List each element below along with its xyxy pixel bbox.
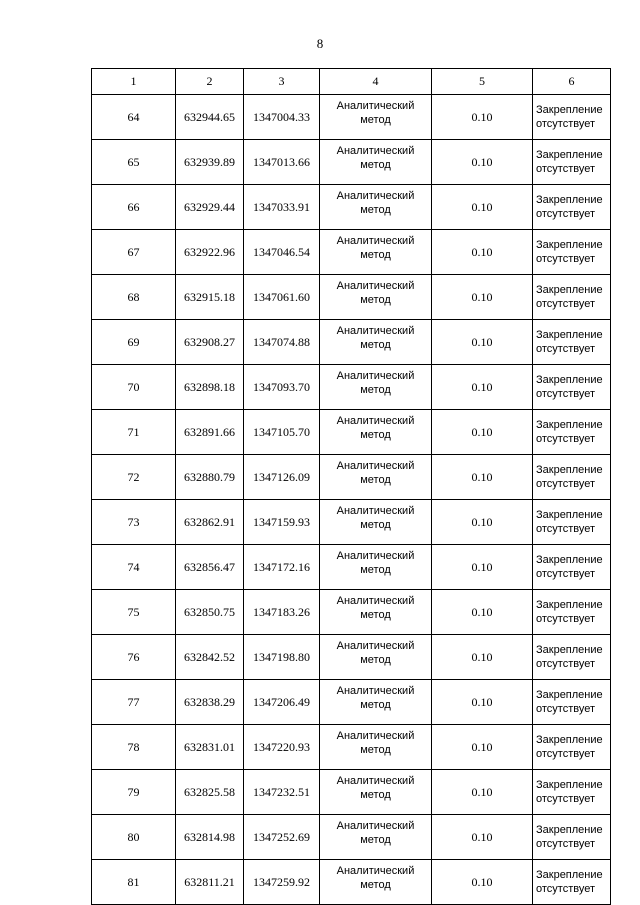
method-text-line: Аналитический [336, 100, 415, 112]
x-coordinate-cell: 632842.52 [176, 635, 244, 680]
method-text-line: Аналитический [336, 370, 415, 382]
method-text-line: Аналитический [336, 325, 415, 337]
y-coordinate-cell: 1347093.70 [244, 365, 320, 410]
fixing-text-line: отсутствует [536, 118, 596, 130]
method-cell [320, 680, 432, 725]
method-text-line: метод [360, 744, 391, 756]
x-coordinate-cell: 632898.18 [176, 365, 244, 410]
method-text-line: метод [360, 204, 391, 216]
method-text-line: Аналитический [336, 820, 415, 832]
method-cell [320, 140, 432, 185]
table-header-row [92, 69, 611, 95]
table-row [92, 500, 611, 545]
method-text-line: метод [360, 789, 391, 801]
fixing-text-line: Закрепление [536, 509, 603, 521]
table-row [92, 185, 611, 230]
method-text-line: Аналитический [336, 505, 415, 517]
table-row [92, 365, 611, 410]
fixing-text-line: Закрепление [536, 149, 603, 161]
precision-cell: 0.10 [432, 95, 533, 140]
method-text-line: Аналитический [336, 145, 415, 157]
point-number-cell: 70 [92, 365, 176, 410]
method-cell [320, 500, 432, 545]
fixing-cell [533, 500, 611, 545]
x-coordinate-cell: 632838.29 [176, 680, 244, 725]
y-coordinate-cell: 1347046.54 [244, 230, 320, 275]
method-text-line: метод [360, 249, 391, 261]
column-header-2: 2 [176, 69, 244, 95]
table-row [92, 545, 611, 590]
method-text-line: метод [360, 519, 391, 531]
fixing-text-line: Закрепление [536, 689, 603, 701]
x-coordinate-cell: 632811.21 [176, 860, 244, 905]
x-coordinate-cell: 632944.65 [176, 95, 244, 140]
method-cell [320, 815, 432, 860]
fixing-cell [533, 230, 611, 275]
y-coordinate-cell: 1347172.16 [244, 545, 320, 590]
fixing-cell [533, 725, 611, 770]
fixing-cell [533, 95, 611, 140]
method-cell [320, 95, 432, 140]
x-coordinate-cell: 632880.79 [176, 455, 244, 500]
method-text-line: метод [360, 564, 391, 576]
column-header-6: 6 [533, 69, 611, 95]
fixing-text-line: отсутствует [536, 478, 596, 490]
fixing-cell [533, 275, 611, 320]
method-cell [320, 545, 432, 590]
y-coordinate-cell: 1347159.93 [244, 500, 320, 545]
method-cell [320, 860, 432, 905]
method-text-line: метод [360, 834, 391, 846]
coordinates-table [91, 68, 611, 905]
table-row [92, 770, 611, 815]
fixing-text-line: Закрепление [536, 329, 603, 341]
method-text-line: Аналитический [336, 550, 415, 562]
table-row [92, 860, 611, 905]
fixing-text-line: отсутствует [536, 883, 596, 895]
fixing-text-line: отсутствует [536, 433, 596, 445]
fixing-text-line: отсутствует [536, 703, 596, 715]
page-number: 8 [316, 36, 324, 51]
x-coordinate-cell: 632814.98 [176, 815, 244, 860]
table-row [92, 95, 611, 140]
method-text-line: метод [360, 654, 391, 666]
x-coordinate-cell: 632831.01 [176, 725, 244, 770]
y-coordinate-cell: 1347259.92 [244, 860, 320, 905]
method-text-line: Аналитический [336, 280, 415, 292]
precision-cell: 0.10 [432, 590, 533, 635]
point-number-cell: 68 [92, 275, 176, 320]
fixing-text-line: отсутствует [536, 748, 596, 760]
method-text-line: Аналитический [336, 730, 415, 742]
precision-cell: 0.10 [432, 365, 533, 410]
fixing-cell [533, 320, 611, 365]
fixing-text-line: отсутствует [536, 298, 596, 310]
fixing-text-line: Закрепление [536, 419, 603, 431]
point-number-cell: 72 [92, 455, 176, 500]
fixing-text-line: Закрепление [536, 779, 603, 791]
fixing-text-line: Закрепление [536, 599, 603, 611]
method-cell [320, 770, 432, 815]
method-cell [320, 410, 432, 455]
point-number-cell: 69 [92, 320, 176, 365]
point-number-cell: 81 [92, 860, 176, 905]
precision-cell: 0.10 [432, 860, 533, 905]
precision-cell: 0.10 [432, 320, 533, 365]
point-number-cell: 78 [92, 725, 176, 770]
table-row [92, 275, 611, 320]
table-row [92, 725, 611, 770]
table-row [92, 140, 611, 185]
method-text-line: Аналитический [336, 685, 415, 697]
table-row [92, 680, 611, 725]
y-coordinate-cell: 1347126.09 [244, 455, 320, 500]
y-coordinate-cell: 1347105.70 [244, 410, 320, 455]
fixing-cell [533, 680, 611, 725]
method-cell [320, 725, 432, 770]
fixing-text-line: Закрепление [536, 104, 603, 116]
precision-cell: 0.10 [432, 410, 533, 455]
method-text-line: метод [360, 699, 391, 711]
column-header-4: 4 [320, 69, 432, 95]
point-number-cell: 75 [92, 590, 176, 635]
fixing-cell [533, 770, 611, 815]
x-coordinate-cell: 632850.75 [176, 590, 244, 635]
point-number-cell: 67 [92, 230, 176, 275]
x-coordinate-cell: 632862.91 [176, 500, 244, 545]
method-text-line: Аналитический [336, 235, 415, 247]
table-row [92, 410, 611, 455]
precision-cell: 0.10 [432, 635, 533, 680]
fixing-cell [533, 860, 611, 905]
method-text-line: метод [360, 474, 391, 486]
method-text-line: Аналитический [336, 865, 415, 877]
y-coordinate-cell: 1347033.91 [244, 185, 320, 230]
y-coordinate-cell: 1347074.88 [244, 320, 320, 365]
table-row [92, 230, 611, 275]
precision-cell: 0.10 [432, 275, 533, 320]
y-coordinate-cell: 1347198.80 [244, 635, 320, 680]
point-number-cell: 77 [92, 680, 176, 725]
fixing-cell [533, 590, 611, 635]
fixing-text-line: Закрепление [536, 869, 603, 881]
method-cell [320, 635, 432, 680]
method-text-line: Аналитический [336, 640, 415, 652]
fixing-text-line: Закрепление [536, 824, 603, 836]
fixing-text-line: Закрепление [536, 239, 603, 251]
precision-cell: 0.10 [432, 725, 533, 770]
table-row [92, 635, 611, 680]
method-text-line: метод [360, 114, 391, 126]
y-coordinate-cell: 1347206.49 [244, 680, 320, 725]
table-row [92, 455, 611, 500]
fixing-cell [533, 140, 611, 185]
y-coordinate-cell: 1347183.26 [244, 590, 320, 635]
fixing-text-line: Закрепление [536, 194, 603, 206]
fixing-text-line: отсутствует [536, 388, 596, 400]
table-row [92, 590, 611, 635]
method-text-line: Аналитический [336, 775, 415, 787]
method-cell [320, 365, 432, 410]
method-text-line: Аналитический [336, 595, 415, 607]
fixing-cell [533, 365, 611, 410]
method-cell [320, 455, 432, 500]
fixing-text-line: Закрепление [536, 464, 603, 476]
fixing-text-line: отсутствует [536, 208, 596, 220]
y-coordinate-cell: 1347220.93 [244, 725, 320, 770]
method-text-line: метод [360, 294, 391, 306]
precision-cell: 0.10 [432, 500, 533, 545]
x-coordinate-cell: 632922.96 [176, 230, 244, 275]
method-text-line: Аналитический [336, 415, 415, 427]
fixing-text-line: отсутствует [536, 253, 596, 265]
y-coordinate-cell: 1347004.33 [244, 95, 320, 140]
point-number-cell: 66 [92, 185, 176, 230]
point-number-cell: 74 [92, 545, 176, 590]
fixing-cell [533, 455, 611, 500]
table-body [92, 95, 611, 905]
method-text-line: метод [360, 609, 391, 621]
point-number-cell: 64 [92, 95, 176, 140]
fixing-text-line: Закрепление [536, 554, 603, 566]
table-row [92, 815, 611, 860]
x-coordinate-cell: 632856.47 [176, 545, 244, 590]
fixing-text-line: Закрепление [536, 284, 603, 296]
x-coordinate-cell: 632939.89 [176, 140, 244, 185]
precision-cell: 0.10 [432, 455, 533, 500]
fixing-text-line: отсутствует [536, 658, 596, 670]
fixing-text-line: Закрепление [536, 374, 603, 386]
y-coordinate-cell: 1347252.69 [244, 815, 320, 860]
point-number-cell: 76 [92, 635, 176, 680]
fixing-text-line: отсутствует [536, 568, 596, 580]
precision-cell: 0.10 [432, 680, 533, 725]
point-number-cell: 73 [92, 500, 176, 545]
method-text-line: метод [360, 159, 391, 171]
fixing-cell [533, 815, 611, 860]
fixing-text-line: отсутствует [536, 523, 596, 535]
fixing-text-line: отсутствует [536, 838, 596, 850]
fixing-text-line: отсутствует [536, 163, 596, 175]
fixing-text-line: отсутствует [536, 793, 596, 805]
method-text-line: Аналитический [336, 460, 415, 472]
precision-cell: 0.10 [432, 140, 533, 185]
method-cell [320, 275, 432, 320]
method-cell [320, 320, 432, 365]
fixing-text-line: отсутствует [536, 613, 596, 625]
point-number-cell: 71 [92, 410, 176, 455]
point-number-cell: 80 [92, 815, 176, 860]
method-text-line: метод [360, 429, 391, 441]
precision-cell: 0.10 [432, 770, 533, 815]
fixing-text-line: Закрепление [536, 734, 603, 746]
x-coordinate-cell: 632908.27 [176, 320, 244, 365]
column-header-3: 3 [244, 69, 320, 95]
fixing-cell [533, 410, 611, 455]
method-cell [320, 185, 432, 230]
fixing-text-line: Закрепление [536, 644, 603, 656]
point-number-cell: 79 [92, 770, 176, 815]
fixing-text-line: отсутствует [536, 343, 596, 355]
y-coordinate-cell: 1347232.51 [244, 770, 320, 815]
fixing-cell [533, 635, 611, 680]
fixing-cell [533, 545, 611, 590]
x-coordinate-cell: 632891.66 [176, 410, 244, 455]
precision-cell: 0.10 [432, 815, 533, 860]
y-coordinate-cell: 1347013.66 [244, 140, 320, 185]
x-coordinate-cell: 632825.58 [176, 770, 244, 815]
column-header-1: 1 [92, 69, 176, 95]
column-header-5: 5 [432, 69, 533, 95]
point-number-cell: 65 [92, 140, 176, 185]
method-text-line: метод [360, 879, 391, 891]
precision-cell: 0.10 [432, 185, 533, 230]
precision-cell: 0.10 [432, 545, 533, 590]
x-coordinate-cell: 632929.44 [176, 185, 244, 230]
method-cell [320, 230, 432, 275]
method-text-line: метод [360, 384, 391, 396]
precision-cell: 0.10 [432, 230, 533, 275]
fixing-cell [533, 185, 611, 230]
y-coordinate-cell: 1347061.60 [244, 275, 320, 320]
table-row [92, 320, 611, 365]
method-cell [320, 590, 432, 635]
x-coordinate-cell: 632915.18 [176, 275, 244, 320]
method-text-line: метод [360, 339, 391, 351]
method-text-line: Аналитический [336, 190, 415, 202]
